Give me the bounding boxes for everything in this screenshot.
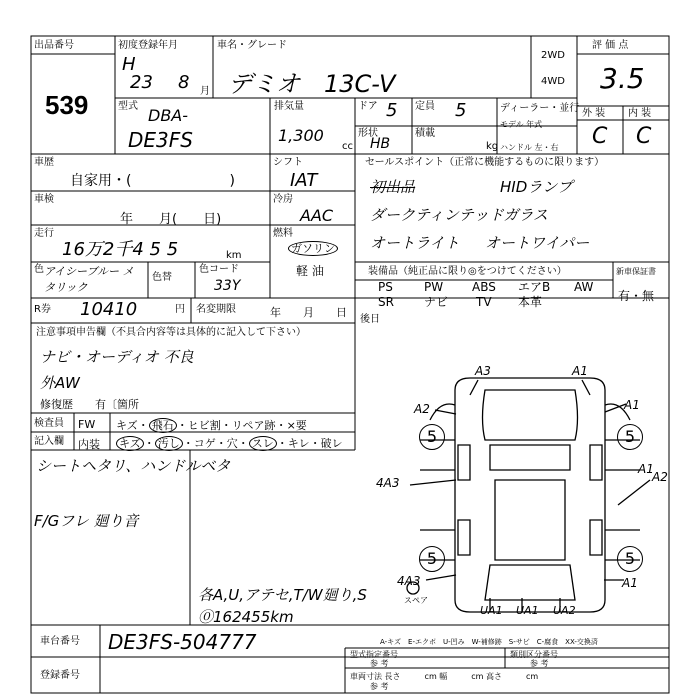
kinyu-interior: 内装	[78, 438, 100, 451]
doors: 5	[386, 100, 398, 121]
yen-label: 円	[175, 304, 185, 315]
registration-label: 登録番号	[40, 670, 80, 681]
equip-airbag: エアB	[518, 280, 551, 294]
mark-5-fl: 5	[419, 424, 445, 450]
mark-a1-side: A1	[638, 462, 654, 476]
mark-ua1-b: UA1	[516, 604, 539, 617]
mark-5-fr: 5	[617, 424, 643, 450]
mark-a1-rear: A1	[622, 576, 638, 590]
mark-ua1-a: UA1	[480, 604, 503, 617]
dimensions: 車両寸法 長さ cm 幅 cm 高さ cm	[350, 672, 539, 681]
equip-sr: SR	[378, 295, 394, 309]
reg-year: 23	[130, 72, 153, 93]
car-name: デミオ 13C-V	[228, 70, 396, 98]
note-line-1: ナビ・オーディオ 不良	[40, 348, 194, 366]
equip-ps: PS	[378, 280, 393, 294]
notes-label: 注意事項申告欄（不具合内容等は具体的に記入して下さい）	[36, 327, 306, 338]
interior-grade: C	[636, 124, 652, 149]
dims-ref: 参 考	[370, 682, 389, 691]
new-card: 有・無	[618, 289, 655, 303]
mark-4a3-rear: 4A3	[397, 574, 421, 588]
mark-a3-top: A3	[475, 364, 491, 378]
history-label: 車歴	[34, 157, 54, 168]
km-label: km	[226, 250, 242, 261]
handle-label: ハンドル 左・右	[500, 143, 559, 152]
mark-a1-right: A1	[624, 398, 640, 412]
car-diagram	[407, 378, 650, 612]
meigi-row: 年 月 日	[270, 306, 347, 319]
shape: HB	[370, 136, 391, 152]
chassis-label: 車台番号	[40, 636, 80, 647]
fuel-diesel: 軽 油	[296, 264, 324, 278]
equip-leather: 本革	[518, 295, 543, 309]
ac-label: 冷房	[273, 194, 293, 205]
note-line-2: 外AW	[40, 374, 80, 392]
mark-4a3-left: 4A3	[376, 476, 400, 490]
mark-a1-top: A1	[572, 364, 588, 378]
load-label: 積載	[415, 128, 435, 139]
model-year-label: モデル 年式	[500, 120, 543, 129]
kensa-fw: FW	[78, 418, 96, 431]
displacement-label: 排気量	[274, 101, 304, 112]
spec-num-label: 型式指定番号	[350, 650, 398, 659]
dealer-label: ディーラー・並行	[500, 103, 580, 114]
seats: 5	[455, 100, 467, 121]
remark-1: シートヘタリ、ハンドルベタ	[36, 457, 231, 475]
new-card-label: 新車保証書	[616, 267, 656, 276]
kinyu-label: 記入欄	[34, 436, 64, 447]
color-code: 33Y	[214, 278, 241, 294]
color: アイシーブルー メタリック	[44, 265, 134, 294]
cc-label: cc	[342, 141, 353, 152]
mark-a2-left: A2	[414, 402, 430, 416]
ac: AAC	[300, 206, 334, 225]
lot-number: 539	[45, 90, 89, 120]
shift-label: シフト	[273, 157, 303, 168]
equip-navi: ナビ	[424, 295, 449, 309]
mark-ua2: UA2	[553, 604, 576, 617]
model-prefix: DBA-	[148, 106, 189, 125]
kinyu-row: キズ ・ 汚し ・コゲ・穴・ スレ ・キレ・破レ	[116, 435, 343, 451]
sales-point-first: 初出品	[370, 178, 416, 196]
equip-aw: AW	[574, 280, 594, 294]
kensa-label: 検査員	[34, 418, 64, 429]
car-name-label: 車名・グレード	[217, 40, 287, 51]
sales-point-autowiper: オートワイパー	[485, 234, 590, 252]
equip-pw: PW	[424, 280, 444, 294]
chassis-number: DE3FS-504777	[108, 630, 257, 654]
mark-5-rl: 5	[419, 546, 445, 572]
shape-label: 形状	[358, 128, 378, 139]
fuel-label: 燃料	[273, 228, 293, 239]
drive-2wd: 2WD	[541, 50, 565, 61]
class-num-label: 類別区分番号	[510, 650, 558, 659]
mileage-label: 走行	[34, 228, 54, 239]
fuel-gasoline: ガソリン	[288, 240, 338, 256]
score: 3.5	[600, 62, 645, 95]
kg-label: kg	[486, 141, 499, 152]
month-label: 月	[200, 86, 210, 97]
equipment-label: 装備品（純正品に限り◎をつけてください）	[368, 266, 567, 277]
equip-tv: TV	[476, 295, 492, 309]
color-change-label: 色替	[152, 272, 172, 283]
aftermount-label: 後日	[360, 314, 380, 325]
mark-a2-side: A2	[652, 470, 668, 484]
equip-abs: ABS	[472, 280, 496, 294]
meigi-label: 名変期限	[196, 304, 236, 315]
class-ref: 参 考	[530, 659, 549, 668]
color-label: 色	[34, 264, 44, 275]
color-code-label: 色コード	[199, 264, 239, 275]
seats-label: 定員	[415, 101, 435, 112]
remark-3: 各A,U,アテセ,T/W廻り,S	[198, 586, 367, 604]
mark-5-rr: 5	[617, 546, 643, 572]
shift: IAT	[290, 170, 318, 191]
interior-label: 内 装	[628, 108, 652, 119]
lot-label: 出品番号	[34, 40, 74, 51]
damage-legend: A-キズ E-エクボ U-凹み W-補修跡 S-サビ C-腐食 XX-交換済	[380, 638, 598, 646]
drive-4wd: 4WD	[541, 76, 565, 87]
shaken-label: 車検	[34, 194, 54, 205]
era: H	[122, 54, 136, 75]
model-code: DE3FS	[128, 128, 193, 152]
doors-label: ドア	[358, 101, 378, 112]
score-label: 評 価 点	[592, 40, 629, 51]
spec-ref: 参 考	[370, 659, 389, 668]
sales-point-hid: HIDランプ	[500, 178, 573, 196]
exterior-grade: C	[592, 124, 608, 149]
fix-history: 修復歴 有〔箇所	[40, 398, 139, 411]
mileage: 16万2千4 5 5	[62, 239, 179, 260]
recycle-label: R券	[34, 304, 51, 315]
reg-month: 8	[178, 72, 190, 93]
spare-label: スペア	[404, 596, 428, 605]
history: 自家用・( )	[70, 173, 235, 189]
shaken-row: 年 月( 日)	[120, 212, 222, 227]
sales-points-label: セールスポイント（正常に機能するものに限ります）	[365, 157, 605, 168]
recycle-amount: 10410	[80, 299, 138, 320]
remark-4: ⓪162455km	[198, 608, 294, 626]
exterior-label: 外 装	[582, 108, 606, 119]
displacement: 1,300	[278, 126, 324, 145]
first-reg-label: 初度登録年月	[118, 40, 178, 51]
model-label: 型式	[118, 101, 138, 112]
remark-2: F/Gフレ 廻り音	[34, 512, 139, 530]
kensa-row: キズ・ 飛石 ・ヒビ割・リペア跡・×要	[116, 419, 307, 432]
sales-point-autolight: オートライト	[370, 234, 460, 252]
sales-point-glass: ダークティンテッドガラス	[370, 206, 548, 224]
